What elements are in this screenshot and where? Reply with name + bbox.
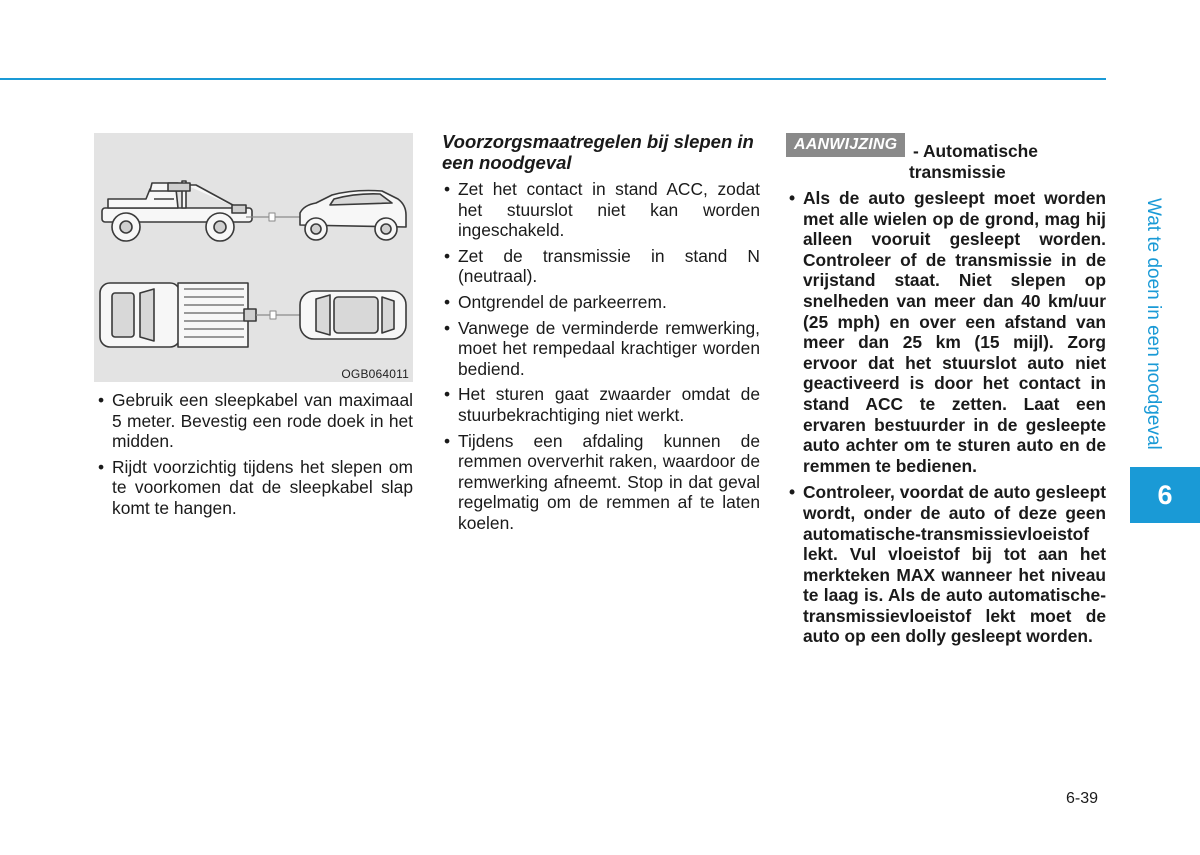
col2-bullet-list — [440, 179, 760, 539]
note-title — [909, 141, 1106, 182]
section-heading: Voorzorgsmaatregelen bij slepen in een noodgeval — [442, 131, 754, 173]
list-item: • Gebruik een sleepkabel van maximaal 5 meter. Bevestig een rode doek in het midden. — [94, 390, 413, 452]
list-item: • Rijdt voorzichtig tijdens het slepen om te voorkomen dat de sleepkabel slap komt te hangen. — [94, 457, 413, 519]
note-title-line2: transmissie — [909, 161, 1006, 182]
towed-car-top-view — [300, 291, 406, 339]
list-item: • Het sturen gaat zwaarder omdat de stuurbekrachtiging niet werkt. — [440, 384, 760, 425]
towed-car-side-view — [300, 191, 406, 241]
col1-bullet-list — [94, 390, 413, 524]
list-item: • Als de auto gesleept moet worden met alle wielen op de grond, mag hij alleen vooruit gesleept worden. Controleer of de transmissie in de vrijstand staat. Niet slepen op snelheden van meer dan 40 km/uur (25 mph) en over een afstand van meer dan 25 km (15 mijl). Zorg ervoor dat het stuurslot auto niet geactiveerd is door het contact in stand ACC te zetten. Laat een ervaren bestuurder in de gesleepte auto achter om te sturen auto en de remmen te bedienen. — [785, 188, 1106, 476]
side-section-title-text: Wat te doen in een noodgeval — [1143, 198, 1164, 450]
note-badge: AANWIJZING — [786, 133, 905, 157]
tow-truck-side-view — [102, 181, 252, 241]
list-item: • Vanwege de verminderde remwerking, moet het rempedaal krachtiger worden bediend. — [440, 318, 760, 380]
list-item: • Zet de transmissie in stand N (neutraal). — [440, 246, 760, 287]
chapter-tab: 6 — [1130, 467, 1200, 523]
page-number: 6-39 — [1066, 790, 1099, 807]
header-rule — [0, 78, 1106, 80]
list-item: • Controleer, voordat de auto gesleept wordt, onder de auto of deze geen automatische-transmissievloeistof lekt. Vul vloeistof bij tot aan het merkteken MAX wanneer het niveau te laag is. Als de auto automatische-transmissievloeistof lekt moet de auto op een dolly gesleept worden. — [785, 482, 1106, 647]
towing-illustration — [94, 133, 413, 382]
note-title-line1: - Automatische — [913, 141, 1038, 161]
list-item: • Zet het contact in stand ACC, zodat het stuurslot niet kan worden ingeschakeld. — [440, 179, 760, 241]
figure-code: OGB064011 — [341, 367, 409, 381]
note-bullet-list — [785, 188, 1106, 653]
list-item: • Tijdens een afdaling kunnen de remmen oververhit raken, waardoor de remwerking afneemt. Stop in dat geval regelmatig om de remmen af te laten koelen. — [440, 431, 760, 534]
list-item: • Ontgrendel de parkeerrem. — [440, 292, 760, 313]
tow-truck-top-view — [100, 283, 256, 347]
side-section-title — [1124, 198, 1164, 468]
towing-diagram — [94, 133, 413, 382]
